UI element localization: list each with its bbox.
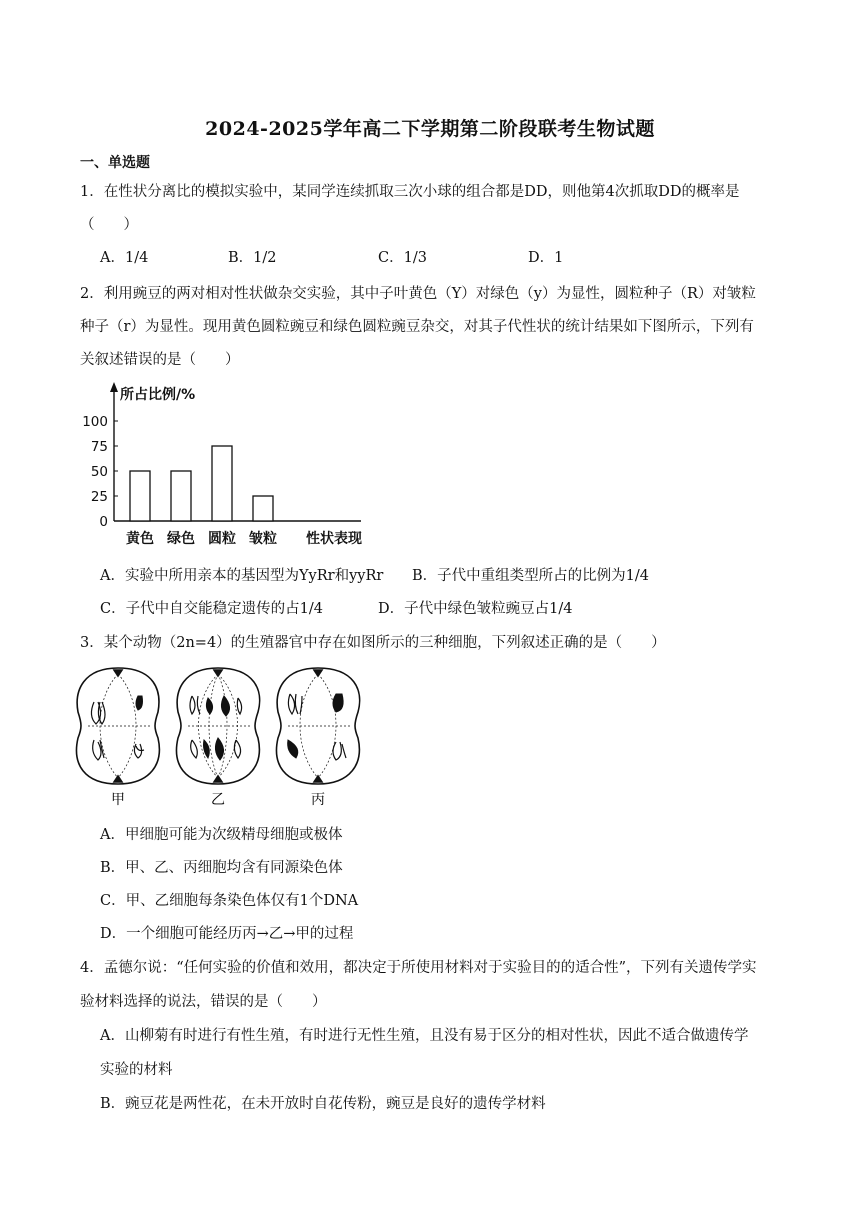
page-title: 2024-2025学年高二下学期第二阶段联考生物试题 <box>205 118 655 140</box>
q3-option-d: D．一个细胞可能经历丙→乙→甲的过程 <box>100 926 354 942</box>
cell-label-jia: 甲 <box>111 792 125 808</box>
y-tick-label-3: 75 <box>90 439 108 455</box>
cell-label-bing: 丙 <box>311 792 325 808</box>
bar-4 <box>253 496 273 521</box>
category-label-3: 圆粒 <box>208 531 236 547</box>
category-label-4: 皱粒 <box>249 531 277 547</box>
bar-2 <box>171 471 191 521</box>
cell-yi <box>177 668 260 784</box>
q2-stem-line2: 种子（r）为显性。现用黄色圆粒豌豆和绿色圆粒豌豆杂交，对其子代性状的统计结果如下图所示，下列有 <box>80 319 754 335</box>
y-axis-arrow <box>110 382 118 392</box>
q1-option-c: C．1/3 <box>378 250 427 266</box>
cell-bing <box>277 668 360 784</box>
y-tick-label-2: 50 <box>90 464 108 480</box>
q1-stem-line1: 1．在性状分离比的模拟实验中，某同学连续抓取三次小球的组合都是DD，则他第4次抓取DD的概率是 <box>80 184 740 200</box>
q2-stem-line1: 2．利用豌豆的两对相对性状做杂交实验，其中子叶黄色（Y）对绿色（y）为显性，圆粒种子（R）对皱粒 <box>80 286 756 302</box>
q1-option-a: A．1/4 <box>100 250 149 266</box>
q1-stem-line2: （ ） <box>80 217 138 233</box>
q1-option-d: D．1 <box>528 250 564 266</box>
q1-option-b: B．1/2 <box>228 250 277 266</box>
q4-stem-line2: 验材料选择的说法，错误的是（ ） <box>80 994 327 1010</box>
x-axis-label: 性状表现 <box>306 531 362 547</box>
category-label-2: 绿色 <box>167 531 195 547</box>
y-axis-label: 所占比例/% <box>120 387 196 403</box>
q2-option-b: B．子代中重组类型所占的比例为1/4 <box>412 568 649 584</box>
y-tick-label-1: 25 <box>90 489 108 505</box>
cell-division-figure <box>74 660 364 810</box>
section-heading: 一、单选题 <box>80 155 150 171</box>
q2-option-a: A．实验中所用亲本的基因型为YyRr和yyRr <box>100 568 384 584</box>
category-label-1: 黄色 <box>126 531 154 547</box>
q3-option-c: C．甲、乙细胞每条染色体仅有1个DNA <box>100 893 359 909</box>
trait-ratio-bar-chart <box>76 378 376 550</box>
q4-option-b: B．豌豆花是两性花，在未开放时自花传粉，豌豆是良好的遗传学材料 <box>100 1096 546 1112</box>
y-tick-label-4: 100 <box>82 414 108 430</box>
q2-option-d: D．子代中绿色皱粒豌豆占1/4 <box>378 601 573 617</box>
q2-stem-line3: 关叙述错误的是（ ） <box>80 352 240 368</box>
q3-option-b: B．甲、乙、丙细胞均含有同源染色体 <box>100 860 343 876</box>
q4-stem-line1: 4．孟德尔说：“任何实验的价值和效用，都决定于所使用材料对于实验目的的适合性”，下列有关遗传学实 <box>80 960 757 976</box>
q2-option-c: C．子代中自交能稳定遗传的占1/4 <box>100 601 323 617</box>
q3-option-a: A．甲细胞可能为次级精母细胞或极体 <box>100 827 343 843</box>
cell-jia <box>77 668 160 784</box>
bar-3 <box>212 446 232 521</box>
q3-stem: 3．某个动物（2n=4）的生殖器官中存在如图所示的三种细胞，下列叙述正确的是（ ） <box>80 635 666 651</box>
q4-option-a-line1: A．山柳菊有时进行有性生殖，有时进行无性生殖，且没有易于区分的相对性状，因此不适合做遗传学 <box>100 1028 749 1044</box>
q4-option-a-line2: 实验的材料 <box>100 1062 173 1078</box>
bar-1 <box>130 471 150 521</box>
cell-label-yi: 乙 <box>211 792 225 808</box>
y-tick-label-0: 0 <box>99 514 108 530</box>
